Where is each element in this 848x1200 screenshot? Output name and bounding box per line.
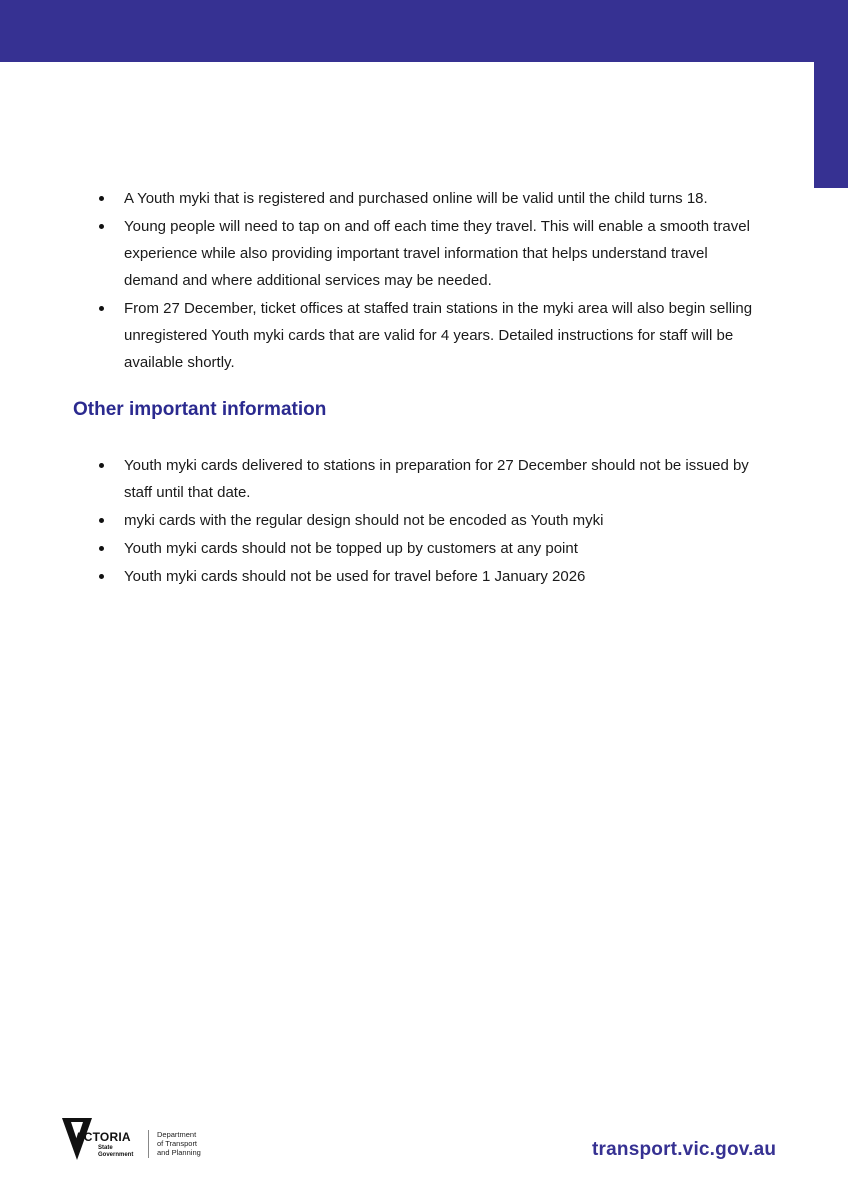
logo-wordmark: VICTORIA [72,1130,131,1144]
bullet-icon [99,224,104,229]
victoria-government-logo [62,1118,201,1166]
logo-divider [148,1130,149,1158]
list-item: Youth myki cards should not be used for travel before 1 January 2026 [0,563,764,590]
logo-subtitle: State Government [98,1145,134,1158]
list-item: Youth myki cards should not be topped up by customers at any point [0,535,764,562]
department-name: Department of Transport and Planning [157,1130,201,1157]
list-item: A Youth myki that is registered and purchased online will be valid until the child turns 18. [0,185,764,212]
list-item: Youth myki cards delivered to stations in preparation for 27 December should not be issued by staff until that date. [0,452,764,506]
list-item: myki cards with the regular design should not be encoded as Youth myki [0,507,764,534]
side-tab-accent [814,62,848,188]
bullet-icon [99,546,104,551]
header-banner [0,0,848,62]
list-item: From 27 December, ticket offices at staffed train stations in the myki area will also begin selling unregistered Youth myki cards that are valid for 4 years. Detailed instructions for staff will be available shortly. [0,295,764,376]
victoria-state-logo [62,1118,138,1162]
section-heading: Other important information [73,399,327,420]
intro-bullet-list [0,185,764,377]
bullet-icon [99,196,104,201]
website-url[interactable]: transport.vic.gov.au [592,1139,777,1160]
bullet-icon [99,574,104,579]
info-bullet-list [0,452,764,591]
bullet-icon [99,518,104,523]
bullet-icon [99,306,104,311]
bullet-icon [99,463,104,468]
list-item: Young people will need to tap on and off each time they travel. This will enable a smooth travel experience while also providing important travel information that helps understand travel demand and where additional services may be needed. [0,213,764,294]
